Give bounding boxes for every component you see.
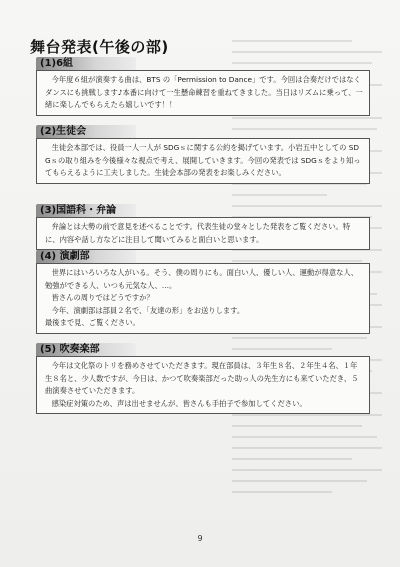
section-paragraph: 今年は文化祭のトリを務めさせていただきます。現在部員は、３年生８名、２年生４名、１年生８名と、少人数ですが、今日は、かつて吹奏楽部だった助っ人の先生方にも来ていただき、５曲演奏させていただきます。 [45,361,359,396]
section-heading: (4) 演劇部 [36,250,136,263]
section-paragraph: 皆さんの周りではどうですか？ [51,293,154,303]
section-heading: (5) 吹奏楽部 [36,343,136,356]
section-6-kumi [36,57,370,116]
section-paragraph: 感染症対策のため、声は出せませんが、皆さんも手拍子で参加してください。 [51,398,307,408]
section-heading: (1)6組 [36,57,136,70]
section-paragraph: 生徒会本部では、役員一人一人が SDGｓに関する公約を掲げています。小岩五中としての SDGｓの取り組みを今後様々な視点で考え、展開していきます。今回の発表では SDGｓをより知ってもらえるように工夫しました。生徒会本部の発表をお楽しみください。 [45,143,361,178]
section-brass-band [36,343,370,414]
section-paragraph: 世界にはいろいろな人がいる。そう、僕の周りにも。面白い人、優しい人、運動が得意な人、勉強ができる人、いつも元気な人、…。 [45,268,359,290]
section-body [36,217,370,250]
section-student-council [36,125,370,184]
section-body [36,356,370,414]
page-number: 9 [197,534,203,543]
page-title: 舞台発表(午後の部) [30,38,169,56]
section-speech [36,204,370,250]
section-paragraph: 弁論とは大勢の前で意見を述べることです。代表生徒の堂々とした発表をご覧ください。特に、内容や話し方などに注目して聞いてみると面白いと思います。 [45,222,351,244]
section-paragraph: 最後まで見、ご覧ください。 [45,318,140,328]
section-paragraph: 今年度６組が演奏する曲は、BTS の「Permission to Dance」です。今回は合奏だけではなくダンスにも挑戦します♪本番に向けて一生懸命練習を重ねてきました。当日はリズムに乗って、一緒に楽しんでもらえたら嬉しいです！！ [45,75,363,110]
section-body [36,263,370,334]
section-body [36,138,370,184]
section-paragraph: 今年、演劇部は部員２名で、「友達の形」をお送りします。 [51,305,245,315]
section-body [36,70,370,116]
section-heading: (2)生徒会 [36,125,136,138]
section-heading: (3)国語科・弁論 [36,204,136,217]
section-drama-club [36,250,370,334]
